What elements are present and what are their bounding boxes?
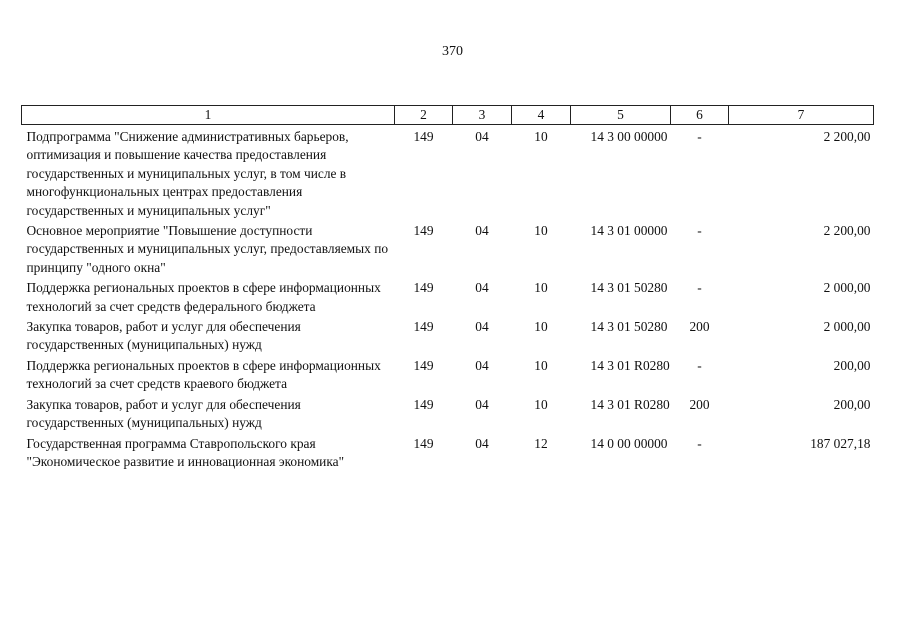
column-header: 1 [22,106,395,125]
cell-section: 04 [475,435,489,451]
table-row [22,318,874,357]
budget-table [21,105,874,471]
cell-amount: 187 027,18 [810,435,871,451]
cell-amount: 2 200,00 [823,129,871,144]
cell-expense-type: - [697,280,702,296]
cell-subsection: 10 [534,223,548,239]
column-header: 3 [453,106,512,125]
cell-section: 04 [475,129,489,144]
column-header: 5 [571,106,671,125]
cell-ministry: 149 [413,396,434,412]
cell-ministry: 149 [413,280,434,296]
cell-amount: 2 200,00 [823,223,871,239]
cell-target-article: 14 3 01 R0280 [590,396,670,412]
page-number: 370 [442,44,463,59]
row-name: Поддержка региональных проектов в сфере информационных технологий за счет средств краевого бюджета [26,357,381,392]
column-header: 2 [395,106,453,125]
cell-ministry: 149 [413,435,434,451]
cell-subsection: 10 [534,280,548,296]
cell-subsection: 10 [534,396,548,412]
cell-target-article: 14 0 00 00000 [590,435,668,451]
table-row [22,125,874,223]
cell-target-article: 14 3 01 R0280 [590,357,670,373]
cell-target-article: 14 3 01 50280 [590,319,668,335]
cell-expense-type: - [697,357,702,373]
cell-amount: 200,00 [833,396,871,412]
cell-subsection: 10 [534,319,548,335]
cell-subsection: 12 [534,435,548,451]
cell-section: 04 [475,319,489,335]
cell-subsection: 10 [534,129,548,144]
cell-ministry: 149 [413,129,434,144]
cell-target-article: 14 3 00 00000 [590,129,668,144]
cell-target-article: 14 3 01 50280 [590,280,668,296]
cell-ministry: 149 [413,223,434,239]
cell-section: 04 [475,280,489,296]
cell-expense-type: 200 [689,396,710,412]
cell-expense-type: - [697,435,702,451]
cell-section: 04 [475,223,489,239]
table-row [22,279,874,318]
cell-amount: 200,00 [833,357,871,373]
row-name: Закупка товаров, работ и услуг для обеспечения государственных (муниципальных) нужд [26,319,301,353]
row-name: Государственная программа Ставропольского края "Экономическое развитие и инновационная экономика" [26,435,345,469]
column-header: 6 [671,106,729,125]
table-row [22,435,874,472]
cell-section: 04 [475,357,489,373]
row-name: Поддержка региональных проектов в сфере информационных технологий за счет средств федерального бюджета [26,280,381,314]
cell-ministry: 149 [413,319,434,335]
table-row [22,396,874,435]
cell-amount: 2 000,00 [823,280,871,296]
cell-expense-type: - [697,223,702,239]
table-header-row [22,106,874,125]
table-row [22,222,874,279]
column-header: 7 [729,106,874,125]
cell-expense-type: 200 [689,319,710,335]
cell-subsection: 10 [534,357,548,373]
cell-target-article: 14 3 01 00000 [590,223,668,239]
cell-ministry: 149 [413,357,434,373]
cell-amount: 2 000,00 [823,319,871,335]
row-name: Основное мероприятие "Повышение доступности государственных и муниципальных услуг, предоставляемых по принципу "одного окна" [26,223,389,275]
column-header: 4 [512,106,571,125]
row-name: Закупка товаров, работ и услуг для обеспечения государственных (муниципальных) нужд [26,396,301,431]
row-name: Подпрограмма "Снижение административных барьеров, оптимизация и повышение качества предоставления государственных и муниципальных услуг, в том числе в многофункциональных центрах предоставления государственных и муниципальных услуг" [26,129,349,218]
cell-expense-type: - [697,129,702,144]
table-row [22,357,874,396]
cell-section: 04 [475,396,489,412]
